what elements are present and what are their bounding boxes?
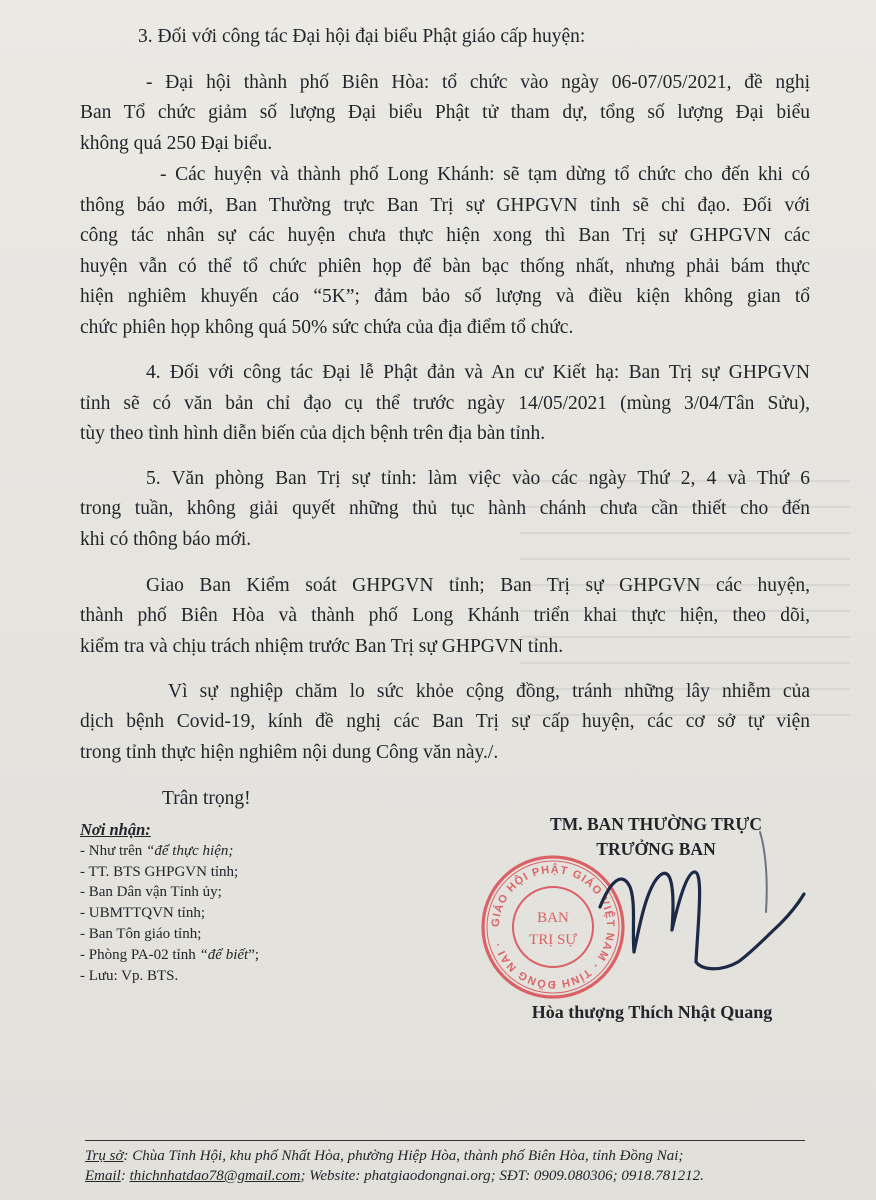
text-line: Vì sự nghiệp chăm lo sức khỏe cộng đồng, tránh những lây nhiễm của: [168, 681, 810, 702]
recipient-item: - Lưu: Vp. BTS.: [80, 967, 179, 984]
text-line: - Các huyện và thành phố Long Khánh: sẽ tạm dừng tổ chức cho đến khi có: [160, 164, 810, 185]
email-link[interactable]: thichnhatdao78@gmail.com: [129, 1168, 301, 1184]
text-line: 5. Văn phòng Ban Trị sự tỉnh: làm việc vào các ngày Thứ 2, 4 và Thứ 6: [146, 468, 810, 489]
recipient-item: - TT. BTS GHPGVN tỉnh;: [80, 863, 239, 880]
text-line: trong tuần, không giải quyết những thủ tục hành chánh chưa cần thiết cho đến: [80, 498, 810, 519]
seal-ring-text: GIÁO HỘI PHẬT GIÁO VIỆT NAM · TỈNH ĐỒNG NAI ·: [489, 863, 617, 991]
text-line: dịch bệnh Covid-19, kính đề nghị các Ban Trị sự cấp huyện, các cơ sở tự viện: [80, 711, 810, 732]
recipient-item: - UBMTTQVN tỉnh;: [80, 905, 205, 922]
text-line: kiểm tra và chịu trách nhiệm trước Ban Trị sự GHPGVN tỉnh.: [80, 636, 564, 657]
text-line: huyện vẫn có thể tổ chức phiên họp để bàn bạc thống nhất, nhưng phải bám thực: [80, 256, 810, 277]
text-line: trong tỉnh thực hiện nghiêm nội dung Công văn này./.: [80, 742, 499, 763]
text-line: chức phiên họp không quá 50% sức chứa của địa điểm tổ chức.: [80, 317, 574, 338]
footer-contact: Email: thichnhatdao78@gmail.com; Website: phatgiaodongnai.org; SĐT: 0909.080306; 0918.781212.: [85, 1168, 704, 1184]
seal-center-line-2: TRỊ SỰ: [529, 932, 577, 948]
recipient-item: - Như trên “để thực hiện;: [80, 842, 234, 859]
section-3-bullet-1-cont: Ban Tổ chức giảm số lượng Đại biểu Phật tử tham dự, tổng số lượng Đại biểu: [80, 102, 810, 123]
text-line: thành phố Biên Hòa và thành phố Long Khánh triển khai thực hiện, theo dõi,: [80, 605, 810, 626]
seal-center-line-1: BAN: [537, 910, 569, 926]
text-line: tỉnh sẽ có văn bản chỉ đạo cụ thể trước ngày 14/05/2021 (mùng 3/04/Tân Sửu),: [80, 393, 810, 414]
text-line: Giao Ban Kiểm soát GHPGVN tỉnh; Ban Trị sự GHPGVN các huyện,: [146, 575, 810, 596]
signature-line-2: TRƯỞNG BAN: [596, 839, 716, 859]
text-line: công tác nhân sự các huyện chưa thực hiện xong thì Ban Trị sự GHPGVN các: [80, 225, 810, 246]
text-line: thông báo mới, Ban Thường trực Ban Trị sự GHPGVN tỉnh sẽ chỉ đạo. Đối với: [80, 195, 810, 216]
footer-address: Trụ sở: Chùa Tỉnh Hội, khu phố Nhất Hòa, phường Hiệp Hòa, thành phố Biên Hòa, tỉnh Đồng Nai;: [85, 1148, 684, 1164]
recipient-item: - Phòng PA-02 tỉnh “để biết”;: [80, 946, 260, 963]
recipient-item: - Ban Dân vận Tỉnh ủy;: [80, 884, 222, 901]
signature-line-1: TM. BAN THƯỜNG TRỰC: [550, 814, 762, 834]
recipients-block: [80, 820, 259, 986]
text-line: 4. Đối với công tác Đại lễ Phật đản và An cư Kiết hạ: Ban Trị sự GHPGVN: [146, 362, 810, 383]
handwritten-signature: [570, 812, 810, 992]
section-3-heading: 3. Đối với công tác Đại hội đại biểu Phật giáo cấp huyện:: [138, 26, 586, 47]
section-3-bullet-1-end: không quá 250 Đại biểu.: [80, 133, 273, 154]
text-line: hiện nghiêm khuyến cáo “5K”; đảm bảo số lượng và điều kiện không gian tổ: [80, 286, 810, 307]
regards: Trân trọng!: [162, 788, 251, 809]
footer: [85, 1146, 704, 1186]
text-line: tùy theo tình hình diễn biến của dịch bệnh trên địa bàn tỉnh.: [80, 423, 546, 444]
footer-divider: [85, 1140, 805, 1141]
recipient-item: - Ban Tôn giáo tỉnh;: [80, 925, 202, 942]
recipients-heading: Nơi nhận:: [80, 820, 151, 839]
text-line: khi có thông báo mới.: [80, 529, 252, 550]
signer-name: Hòa thượng Thích Nhật Quang: [531, 1002, 773, 1022]
section-3-bullet-1: - Đại hội thành phố Biên Hòa: tổ chức vào ngày 06-07/05/2021, đề nghị: [146, 72, 810, 93]
